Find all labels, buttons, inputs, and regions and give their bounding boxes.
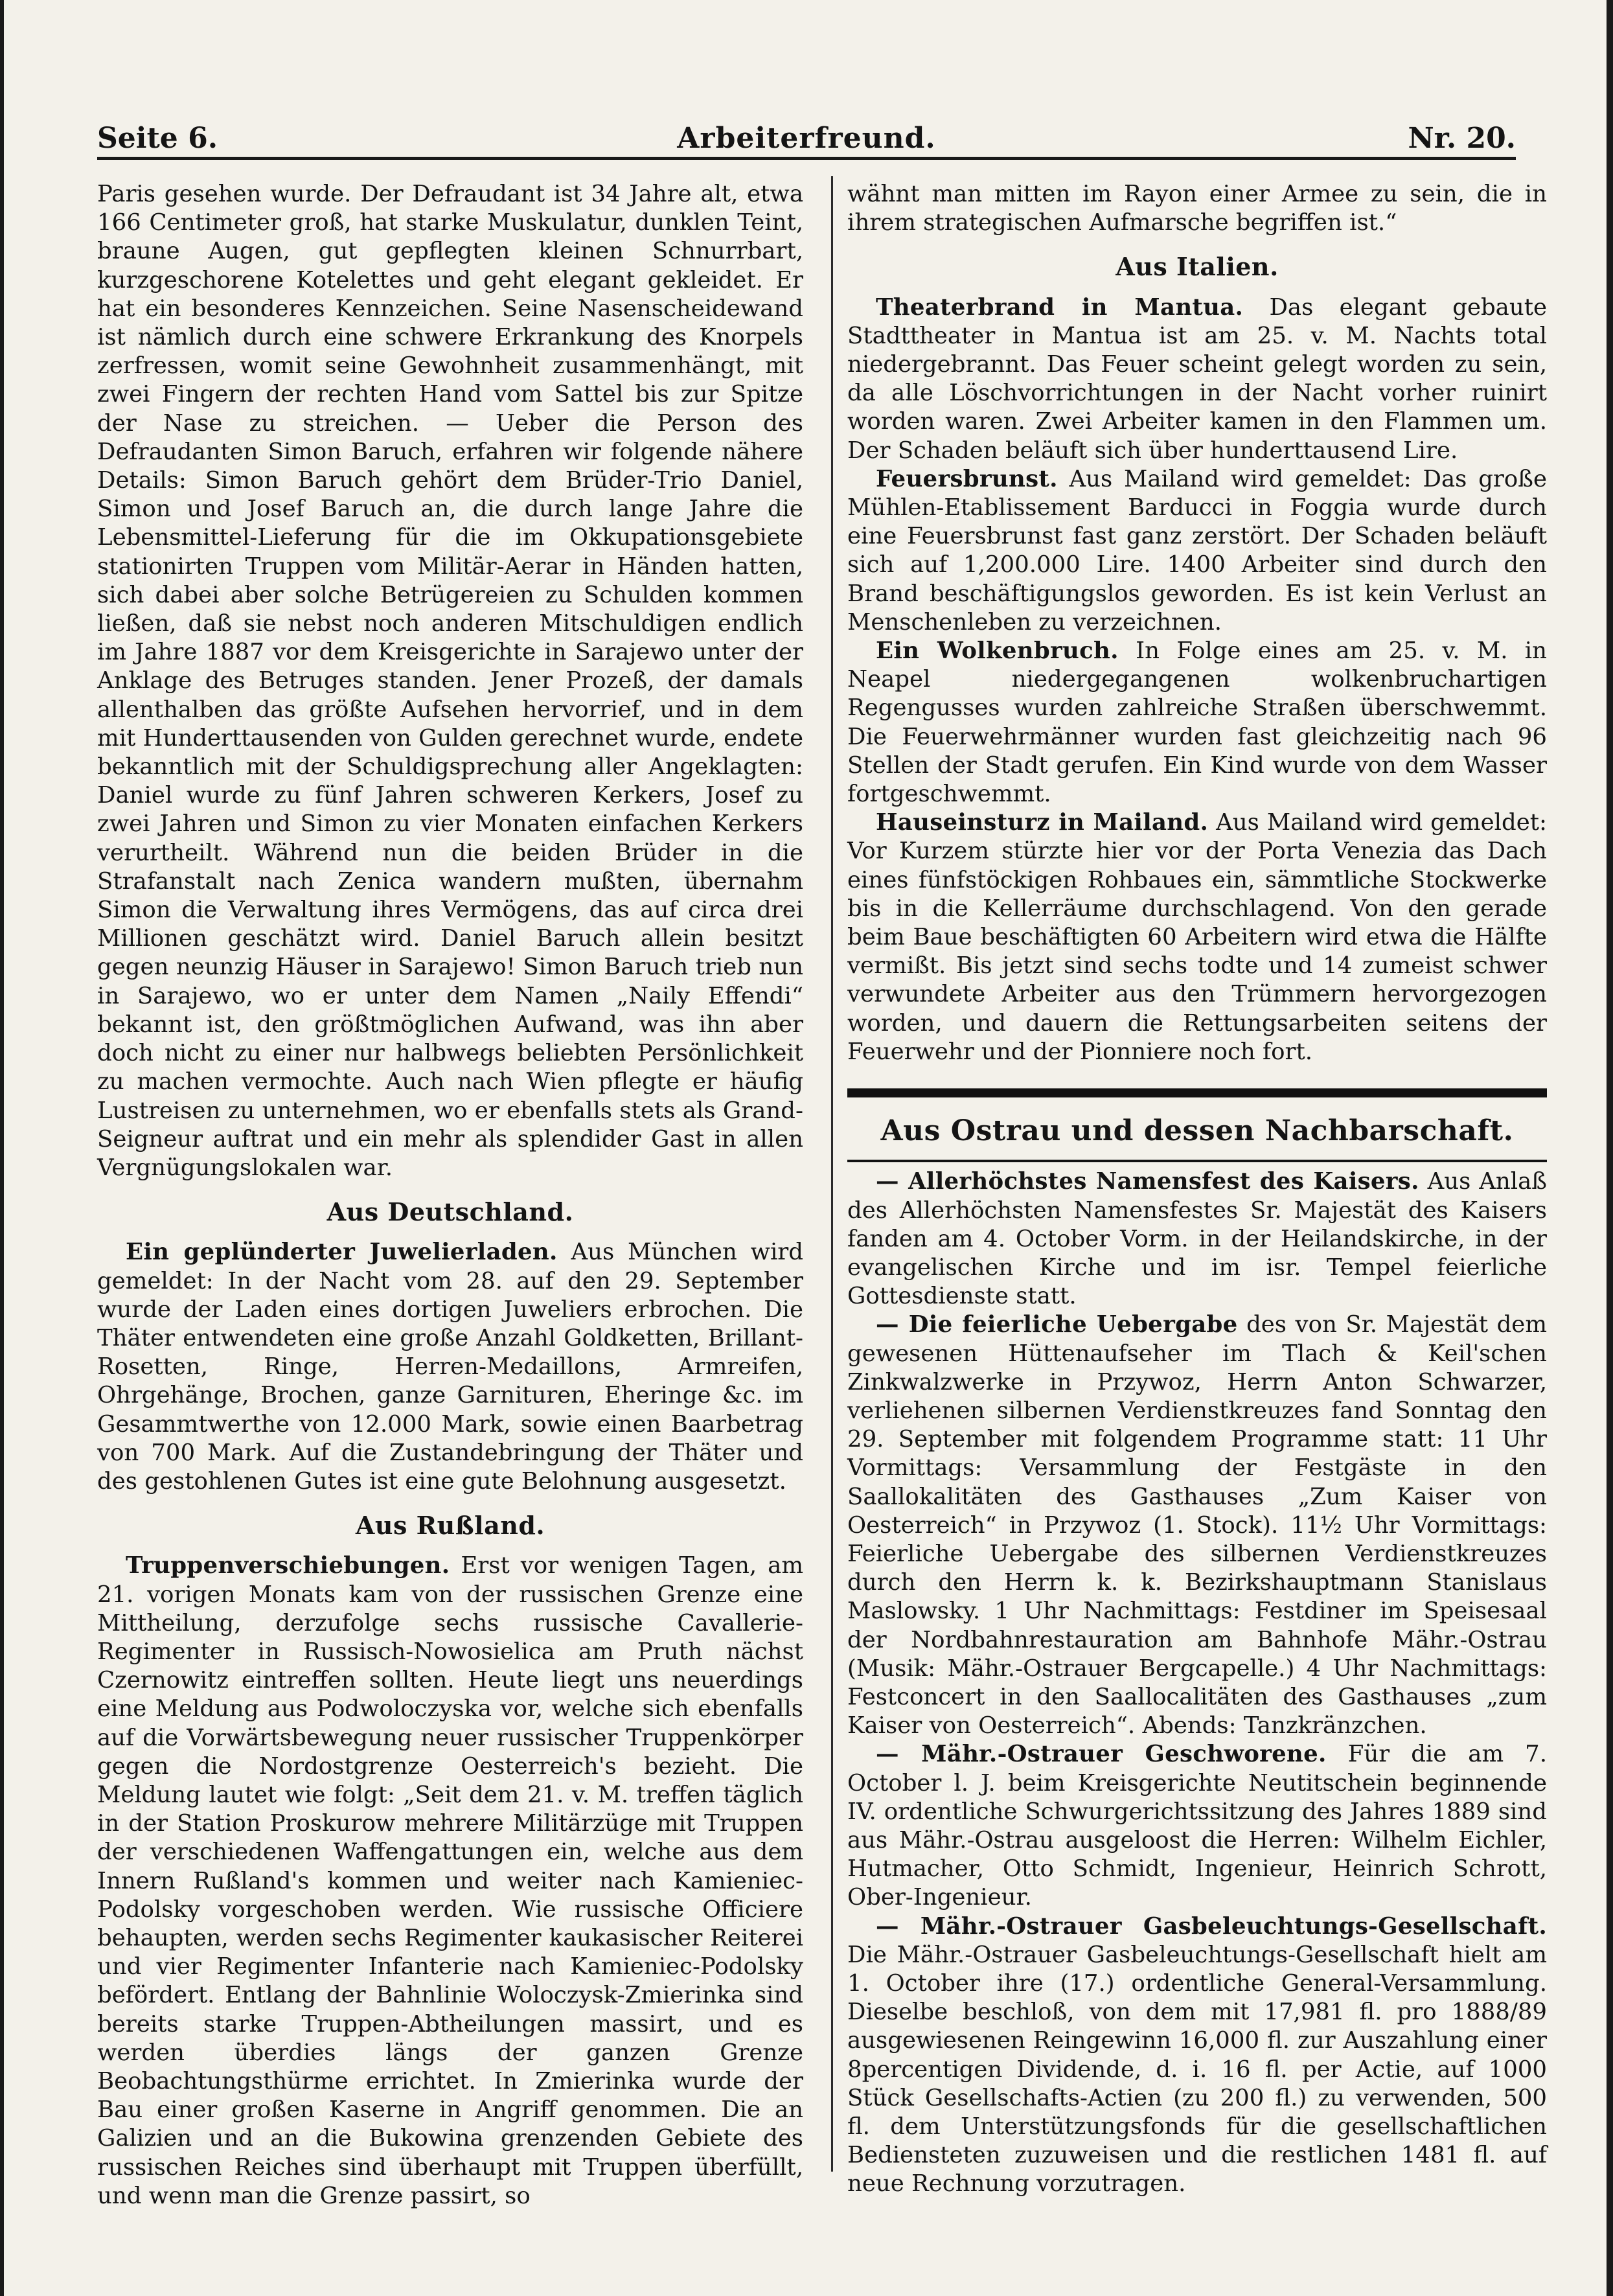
article-house-collapse xyxy=(847,809,1547,1066)
article-continuation: wähnt man mitten im Rayon einer Armee zu sein, die in ihrem strategischen Aufmarsche begriffen ist.“ xyxy=(847,181,1547,236)
article-text: In Folge eines am 25. v. M. in Neapel niedergegangenen wolkenbruchartigen Regengusses wurden zahlreiche Straßen überschwemmt. Die Feuerwehrmänner wurden fast gleichzeitig nach 96 Stellen der Stadt gerufen. Ein Kind wurde von dem Wasser fortgeschwemmt. xyxy=(847,637,1547,808)
article-handover xyxy=(847,1311,1547,1740)
article-text: Aus München wird gemeldet: In der Nacht vom 28. auf den 29. September wurde der Laden eines dortigen Juweliers erbrochen. Die Thäter entwendeten eine große Anzahl Goldketten, Brillant-Rosetten, Ringe, Herren-Medaillons, Armreifen, Ohrgehänge, Brochen, ganze Garnituren, Eheringe &c. im Gesammtwerthe von 12.000 Mark, sowie einen Baarbetrag von 700 Mark. Auf die Zustandebringung der Thäter und des gestohlenen Gutes ist eine gute Belohnung ausgesetzt. xyxy=(97,1239,803,1495)
article-keyword: Theaterbrand in Mantua. xyxy=(876,293,1244,321)
article-keyword: Ein Wolkenbruch. xyxy=(876,637,1119,665)
page-number-label: Seite 6. xyxy=(97,122,218,155)
section-divider-thin xyxy=(847,1160,1547,1162)
article-text: Aus Mailand wird gemeldet: Das große Mühlen-Etablissement Barducci in Foggia wurde durch eine Feuersbrunst fast ganz zerstört. Der Schaden beläuft sich auf 1,200.000 Lire. 1400 Arbeiter sind durch den Brand beschäftigungslos geworden. Es ist kein Verlust an Menschenleben zu verzeichnen. xyxy=(847,465,1547,636)
section-heading-ostrau: Aus Ostrau und dessen Nachbarschaft. xyxy=(880,1114,1514,1148)
section-divider-thick xyxy=(847,1088,1547,1097)
page-edge-left xyxy=(0,0,4,2296)
left-column xyxy=(97,180,803,2210)
article-jurors xyxy=(847,1740,1547,1912)
article-text: Aus Anlaß des Allerhöchsten Namensfestes Sr. Majestät des Kaisers fanden am 4. October Vorm. in der Heilandskirche, in der evangelischen Kirche und im isr. Tempel feierliche Gottesdienste statt. xyxy=(847,1168,1547,1310)
article-name-day xyxy=(847,1167,1547,1311)
page-edge-right xyxy=(1607,0,1613,2296)
section-heading-germany: Aus Deutschland. xyxy=(326,1197,574,1227)
column-rule xyxy=(831,176,833,2172)
article-theatre-fire xyxy=(847,293,1547,465)
article-keyword: Ein geplünderter Juwelierladen. xyxy=(126,1239,558,1266)
article-keyword: — Mähr.-Ostrauer Gasbeleuchtungs-Gesellschaft. xyxy=(876,1912,1547,1940)
article-keyword: Feuersbrunst. xyxy=(876,465,1058,492)
article-keyword: Truppenverschiebungen. xyxy=(126,1552,450,1579)
right-column xyxy=(847,180,1547,2199)
article-text: Aus Mailand wird gemeldet: Vor Kurzem stürzte hier vor der Porta Venezia das Dach eines fünfstöckigen Rohbaues ein, sämmtliche Stockwerke bis in die Kellerräume durchschlagend. Von den gerade beim Baue beschäftigten 60 Arbeitern wird etwa die Hälfte vermißt. Bis jetzt sind sechs todte und 14 zumeist schwer verwundete Arbeiter aus den Trümmern hervorgezogen worden, und dauern die Rettungsarbeiten seitens der Feuerwehr und der Pionniere noch fort. xyxy=(847,809,1547,1065)
article-text: Das elegant gebaute Stadttheater in Mantua ist am 25. v. M. Nachts total niedergebrannt. Das Feuer scheint gelegt worden zu sein, da alle Löschvorrichtungen in der Nacht vorher ruinirt worden waren. Zwei Arbeiter kamen in den Flammen um. Der Schaden beläuft sich über hunderttausend Lire. xyxy=(847,293,1547,464)
article-text: des von Sr. Majestät dem gewesenen Hüttenaufseher im Tlach & Keil'schen Zinkwalzwerke in Przywoz, Herrn Anton Schwarzer, verliehenen silbernen Verdienstkreuzes fand Sonntag den 29. September mit folgendem Programme statt: 11 Uhr Vormittags: Versammlung der Festgäste in den Saallokalitäten des Gasthauses „Zum Kaiser von Oesterreich“ in Przywoz (1. Stock). 11½ Uhr Vormittags: Feierliche Uebergabe des silbernen Verdienstkreuzes durch den Herrn k. k. Bezirkshauptmann Stanislaus Maslowsky. 1 Uhr Nachmittags: Festdiner im Speisesaal der Nordbahnrestauration am Bahnhofe Mähr.-Ostrau (Musik: Mähr.-Ostrauer Bergcapelle.) 4 Uhr Nachmittags: Festconcert in den Saallocalitäten des Gasthauses „zum Kaiser von Oesterreich“. Abends: Tanzkränzchen. xyxy=(847,1311,1547,1739)
issue-number: Nr. 20. xyxy=(1408,122,1516,155)
section-heading-russia: Aus Rußland. xyxy=(355,1511,545,1541)
article-continuation: Paris gesehen wurde. Der Defraudant ist 34 Jahre alt, etwa 166 Centimeter groß, hat starke Muskulatur, dunklen Teint, braune Augen, gut gepflegten kleinen Schnurrbart, kurzgeschorene Kotelettes und geht elegant gekleidet. Er hat ein besonderes Kennzeichen. Seine Nasenscheidewand ist nämlich durch eine schwere Erkrankung des Knorpels zerfressen, womit seine Gewohnheit zusammenhängt, mit zwei Fingern der rechten Hand vom Sattel bis zur Spitze der Nase zu streichen. — Ueber die Person des Defraudanten Simon Baruch, erfahren wir folgende nähere Details: Simon Baruch gehört dem Brüder-Trio Daniel, Simon und Josef Baruch an, die durch lange Jahre die Lebensmittel-Lieferung für die im Okkupationsgebiete stationirten Truppen vom Militär-Aerar in Händen hatten, sich dabei aber solche Betrügereien zu Schulden kommen ließen, daß sie nebst noch anderen Mitschuldigen endlich im Jahre 1887 vor dem Kreisgerichte in Sarajewo unter der Anklage des Betruges standen. Jener Prozeß, der damals allenthalben das größte Aufsehen hervorrief, und in dem mit Hunderttausenden von Gulden gerechnet wurde, endete bekanntlich mit der Schuldigsprechung aller Angeklagten: Daniel wurde zu fünf Jahren schweren Kerkers, Josef zu zwei Jahren und Simon zu vier Monaten einfachen Kerkers verurtheilt. Während nun die beiden Brüder in die Strafanstalt nach Zenica wandern mußten, übernahm Simon die Verwaltung ihres Vermögens, das auf circa drei Millionen geschätzt wird. Daniel Baruch allein besitzt gegen neunzig Häuser in Sarajewo! Simon Baruch trieb nun in Sarajewo, wo er unter dem Namen „Naily Effendi“ bekannt ist, den größtmöglichen Aufwand, was ihn aber doch nicht zu einer nur halbwegs beliebten Persönlichkeit zu machen vermochte. Auch nach Wien pflegte er häufig Lustreisen zu unternehmen, wo er ebenfalls stets als Grand-Seigneur auftrat und ein mehr als splendider Gast in allen Vergnügungslokalen war. xyxy=(97,181,803,1181)
article-conflagration xyxy=(847,465,1547,637)
article-keyword: — Mähr.-Ostrauer Geschworene. xyxy=(876,1741,1327,1768)
article-cloudburst xyxy=(847,637,1547,809)
article-text: Für die am 7. October l. J. beim Kreisgerichte Neutitschein beginnende IV. ordentliche Schwurgerichtssitzung des Jahres 1889 sind aus Mähr.-Ostrau ausgeloost die Herren: Wilhelm Eichler, Hutmacher, Otto Schmidt, Ingenieur, Heinrich Schrott, Ober-Ingenieur. xyxy=(847,1741,1547,1911)
article-keyword: Hauseinsturz in Mailand. xyxy=(876,809,1209,836)
article-text: Die Mähr.-Ostrauer Gasbeleuchtungs-Gesellschaft hielt am 1. October ihre (17.) ordentliche General-Versammlung. Dieselbe beschloß, von dem mit 17,981 fl. pro 1888/89 ausgewiesenen Reingewinn 16,000 fl. zur Auszahlung einer 8percentigen Dividende, d. i. 16 fl. per Actie, auf 1000 Stück Gesellschafts-Actien (zu 200 fl.) zu verwenden, 500 fl. dem Unterstützungsfonds für die gesellschaftlichen Bediensteten zuzuweisen und die restlichen 1481 fl. auf neue Rechnung vorzutragen. xyxy=(847,1941,1547,2198)
article-keyword: — Allerhöchstes Namensfest des Kaisers. xyxy=(876,1168,1419,1195)
article-troops xyxy=(97,1552,803,2210)
newspaper-title: Arbeiterfreund. xyxy=(677,122,936,155)
article-text: Erst vor wenigen Tagen, am 21. vorigen Monats kam von der russischen Grenze eine Mittheilung, derzufolge sechs russische Cavallerie-Regimenter in Russisch-Nowosielica am Pruth nächst Czernowitz eintreffen sollten. Heute liegt uns neuerdings eine Meldung aus Podwoloczyska vor, welche sich ebenfalls auf die Vorwärtsbewegung neuer russischer Truppenkörper gegen die Nordostgrenze Oesterreich's bezieht. Die Meldung lautet wie folgt: „Seit dem 21. v. M. treffen täglich in der Station Proskurow mehrere Militärzüge mit Truppen der verschiedenen Waffengattungen ein, welche aus dem Innern Rußland's kommen und weiter nach Kamieniec-Podolsky vorgeschoben werden. Wie russische Officiere behaupten, werden sechs Regimenter kaukasischer Reiterei und vier Regimenter Infanterie nach Kamieniec-Podolsky befördert. Entlang der Bahnlinie Woloczysk-Zmierinka sind bereits starke Truppen-Abtheilungen massirt, und es werden überdies längs der ganzen Grenze Beobachtungsthürme errichtet. In Zmierinka wurde der Bau einer großen Kaserne in Angriff genommen. Die an Galizien und an die Bukowina grenzenden Gebiete des russischen Reiches sind überhaupt mit Truppen überfüllt, und wenn man die Grenze passirt, so xyxy=(97,1552,803,2209)
page-header xyxy=(97,122,1516,154)
header-rule xyxy=(97,157,1516,160)
section-heading-italy: Aus Italien. xyxy=(1115,252,1279,282)
article-gas-company xyxy=(847,1912,1547,2199)
article-keyword: — Die feierliche Uebergabe xyxy=(876,1311,1238,1338)
article-jeweller xyxy=(97,1238,803,1496)
